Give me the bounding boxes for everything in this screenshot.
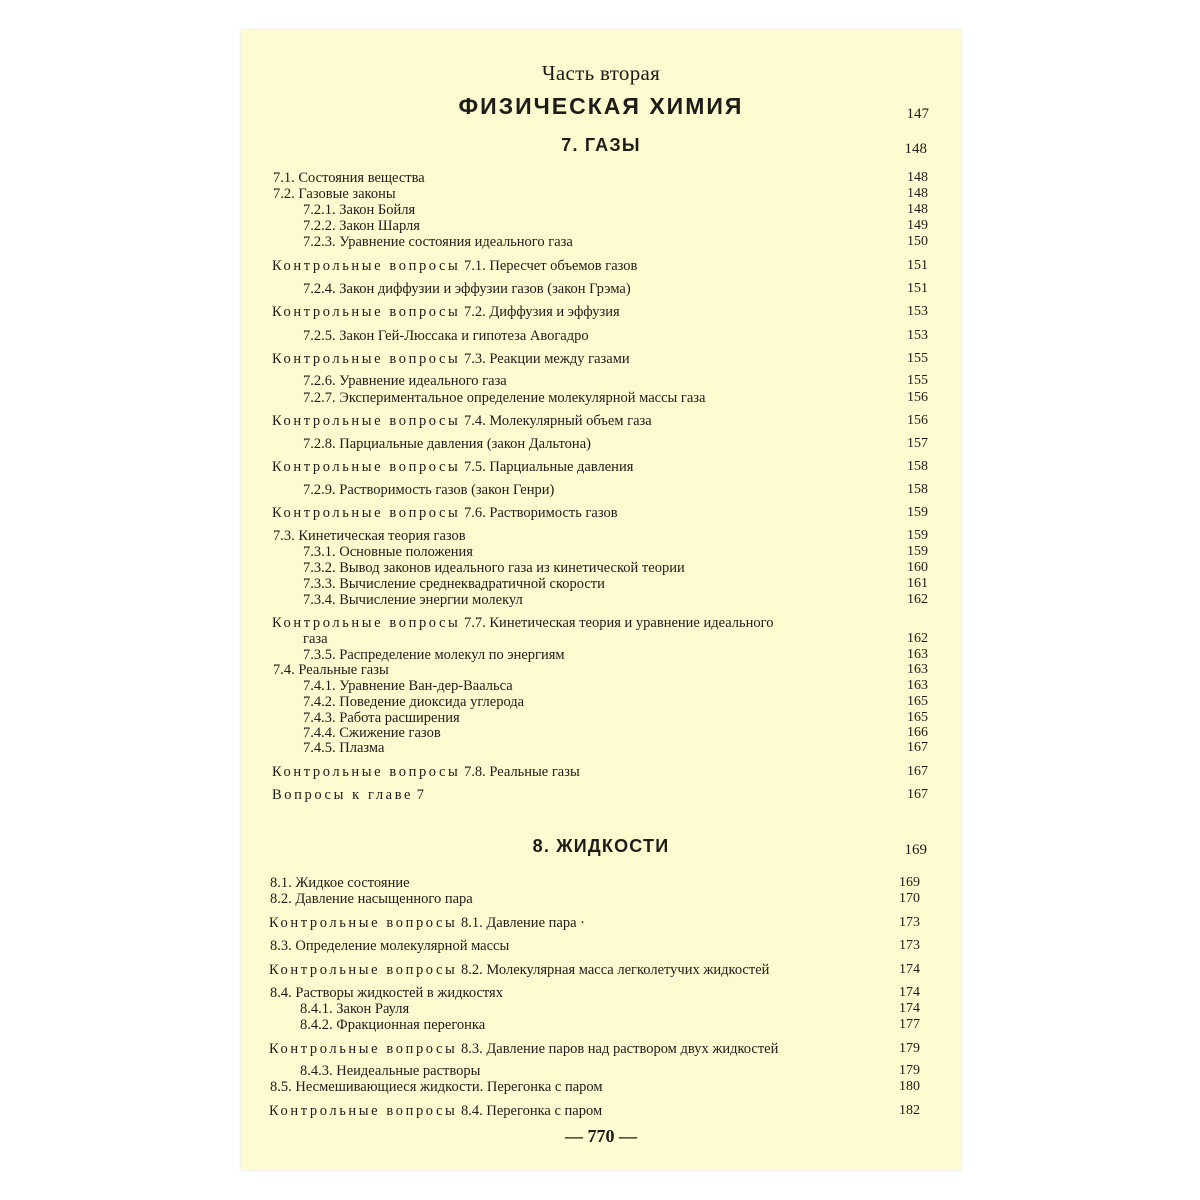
toc-entry-title: 7.3.1. Основные положения — [303, 544, 473, 560]
toc-entry — [241, 891, 961, 907]
toc-entry — [241, 528, 961, 544]
chapter-title: 8. ЖИДКОСТИ — [532, 836, 670, 856]
toc-entry-page: 167 — [907, 787, 928, 802]
toc-entry-page: 162 — [907, 592, 928, 607]
toc-entry — [241, 962, 961, 978]
review-questions-label: Контрольные вопросы — [269, 1041, 458, 1057]
toc-entry-page: 155 — [907, 373, 928, 388]
review-questions-topic: 7.2. Диффузия и эффузия — [460, 304, 620, 320]
toc-entry-title: 7.2.4. Закон диффузии и эффузии газов (закон Грэма) — [303, 281, 631, 297]
review-questions-topic: 7.7. Кинетическая теория и уравнение идеального — [460, 615, 774, 631]
toc-entry-title: 7.3.3. Вычисление среднеквадратичной скорости — [303, 576, 605, 592]
review-questions-label: Контрольные вопросы — [272, 351, 461, 367]
toc-entry-title: 7.4. Реальные газы — [273, 662, 389, 678]
toc-entry-page: 151 — [907, 258, 928, 273]
page-number-footer: — 770 — — [565, 1126, 637, 1146]
toc-entry-title: 7.1. Состояния вещества — [273, 170, 425, 186]
toc-entry-title: 8.4.1. Закон Рауля — [300, 1001, 410, 1017]
toc-entry — [241, 351, 961, 367]
toc-entry-title: 7.2.3. Уравнение состояния идеального газа — [303, 234, 573, 250]
review-questions-label: Контрольные вопросы — [269, 962, 458, 978]
toc-entry-page: 159 — [907, 528, 928, 543]
toc-entry — [241, 560, 961, 576]
toc-entry — [241, 576, 961, 592]
toc-entry-title: 8.5. Несмешивающиеся жидкости. Перегонка с паром — [270, 1079, 603, 1095]
toc-entry-page: 173 — [899, 938, 920, 953]
toc-entry-title — [272, 459, 633, 475]
toc-entry-title — [269, 915, 585, 931]
toc-entry-title: 7.2.5. Закон Гей-Люссака и гипотеза Авогадро — [303, 328, 589, 344]
book-page — [241, 30, 961, 1170]
toc-entry-page: 151 — [907, 281, 928, 296]
toc-entry-title — [272, 787, 424, 803]
toc-entry — [241, 202, 961, 218]
toc-entry — [241, 678, 961, 694]
toc-entry-page: 158 — [907, 482, 928, 497]
toc-entry-page: 148 — [907, 170, 928, 185]
toc-entry — [241, 436, 961, 452]
toc-entry-page: 163 — [907, 678, 928, 693]
toc-entry-title: 7.2.2. Закон Шарля — [303, 218, 420, 234]
toc-entry-page: 174 — [899, 962, 920, 977]
toc-entry-title: газа — [303, 631, 328, 647]
toc-entry — [241, 413, 961, 429]
toc-entry-title — [272, 505, 618, 521]
toc-entry — [241, 915, 961, 931]
toc-entry-title: 7.4.1. Уравнение Ван-дер-Ваальса — [303, 678, 513, 694]
toc-entry-title: 7.4.5. Плазма — [303, 740, 385, 756]
toc-entry-page: 157 — [907, 436, 928, 451]
toc-entry-page: 177 — [899, 1017, 920, 1032]
toc-entry — [241, 787, 961, 803]
toc-entry — [241, 1041, 961, 1057]
toc-entry — [241, 170, 961, 186]
toc-entry — [241, 764, 961, 780]
review-questions-topic: 7.5. Парциальные давления — [460, 459, 634, 475]
toc-entry-title: 7.2.9. Растворимость газов (закон Генри) — [303, 482, 555, 498]
review-questions-topic: 8.2. Молекулярная масса легколетучих жидкостей — [457, 962, 770, 978]
toc-entry — [241, 938, 961, 954]
toc-entry-page: 156 — [907, 413, 928, 428]
toc-entry-title: 8.4.3. Неидеальные растворы — [300, 1063, 481, 1079]
toc-entry — [241, 875, 961, 891]
review-questions-topic: 7.1. Пересчет объемов газов — [460, 258, 638, 274]
toc-entry-page: 153 — [907, 328, 928, 343]
toc-entry-page: 180 — [899, 1079, 920, 1094]
toc-entry-title — [272, 615, 773, 631]
review-questions-label: Контрольные вопросы — [272, 413, 461, 429]
toc-entry-page: 179 — [899, 1041, 920, 1056]
chapter-page-number: 169 — [904, 842, 927, 858]
toc-entry — [241, 1063, 961, 1079]
toc-entry-page: 160 — [907, 560, 928, 575]
toc-entry-title — [272, 764, 580, 780]
toc-entry-page: 148 — [907, 202, 928, 217]
toc-entry-page: 165 — [907, 710, 928, 725]
toc-entry — [241, 373, 961, 389]
toc-entry — [241, 258, 961, 274]
toc-entry-page: 170 — [899, 891, 920, 906]
review-questions-topic: 7 — [413, 787, 424, 803]
toc-entry — [241, 1079, 961, 1095]
toc-entry-page: 174 — [899, 1001, 920, 1016]
toc-entry-title: 8.2. Давление насыщенного пара — [270, 891, 473, 907]
toc-entry-title: 7.2. Газовые законы — [273, 186, 396, 202]
toc-entry-page: 153 — [907, 304, 928, 319]
toc-entry — [241, 304, 961, 320]
review-questions-label: Контрольные вопросы — [269, 1103, 458, 1119]
toc-entry — [241, 544, 961, 560]
toc-entry-title: 7.2.1. Закон Бойля — [303, 202, 416, 218]
part-page-number: 147 — [906, 106, 929, 122]
toc-entry — [241, 647, 961, 663]
toc-entry-page: 169 — [899, 875, 920, 890]
toc-entry-page: 148 — [907, 186, 928, 201]
toc-entry-page: 174 — [899, 985, 920, 1000]
review-questions-label: Контрольные вопросы — [269, 915, 458, 931]
toc-entry — [241, 218, 961, 234]
toc-entry — [241, 186, 961, 202]
review-questions-label: Контрольные вопросы — [272, 258, 461, 274]
toc-entry-page: 159 — [907, 544, 928, 559]
toc-entry — [241, 505, 961, 521]
toc-entry-title: 7.3. Кинетическая теория газов — [273, 528, 466, 544]
toc-entry-page: 155 — [907, 351, 928, 366]
toc-entry-title — [269, 1103, 602, 1119]
toc-entry-title: 8.1. Жидкое состояние — [270, 875, 410, 891]
part-label: Часть вторая — [541, 61, 661, 85]
review-questions-topic: 7.3. Реакции между газами — [460, 351, 630, 367]
toc-entry — [241, 592, 961, 608]
toc-entry — [241, 725, 961, 741]
toc-entry — [241, 631, 961, 647]
toc-entry-title: 7.4.3. Работа расширения — [303, 710, 460, 726]
toc-entry-title — [272, 413, 652, 429]
toc-entry-title: 7.2.7. Экспериментальное определение молекулярной массы газа — [303, 390, 706, 406]
toc-entry-page: 159 — [907, 505, 928, 520]
toc-entry-page: 158 — [907, 459, 928, 474]
toc-entry — [241, 390, 961, 406]
review-questions-topic: 8.1. Давление пара · — [457, 915, 585, 931]
review-questions-label: Контрольные вопросы — [272, 764, 461, 780]
toc-entry-title: 7.3.2. Вывод законов идеального газа из кинетической теории — [303, 560, 685, 576]
toc-entry-page: 173 — [899, 915, 920, 930]
toc-entry — [241, 1001, 961, 1017]
part-title: ФИЗИЧЕСКАЯ ХИМИЯ — [458, 93, 744, 119]
toc-entry — [241, 694, 961, 710]
toc-entry-title: 8.4. Растворы жидкостей в жидкостях — [270, 985, 503, 1001]
toc-entry — [241, 281, 961, 297]
toc-entry-page: 182 — [899, 1103, 920, 1118]
chapter-page-number: 148 — [904, 141, 927, 157]
toc-entry-title: 7.4.2. Поведение диоксида углерода — [303, 694, 525, 710]
toc-entry — [241, 615, 961, 631]
toc-entry-title: 7.3.4. Вычисление энергии молекул — [303, 592, 523, 608]
toc-entry-title — [272, 351, 630, 367]
toc-entry — [241, 459, 961, 475]
toc-entry-title: 7.3.5. Распределение молекул по энергиям — [303, 647, 565, 663]
toc-entry — [241, 234, 961, 250]
toc-entry-page: 179 — [899, 1063, 920, 1078]
toc-entry-title: 7.2.8. Парциальные давления (закон Дальтона) — [303, 436, 591, 452]
toc-entry-page: 161 — [907, 576, 928, 591]
toc-entry-title — [269, 962, 769, 978]
toc-entry-page: 165 — [907, 694, 928, 709]
review-questions-topic: 7.4. Молекулярный объем газа — [460, 413, 652, 429]
toc-entry — [241, 985, 961, 1001]
chapter-title: 7. ГАЗЫ — [561, 135, 641, 155]
toc-entry-page: 156 — [907, 390, 928, 405]
review-questions-topic: 8.3. Давление паров над раствором двух жидкостей — [457, 1041, 779, 1057]
toc-entry — [241, 662, 961, 678]
toc-entry-page: 149 — [907, 218, 928, 233]
toc-entry-page: 167 — [907, 740, 928, 755]
review-questions-label: Контрольные вопросы — [272, 459, 461, 475]
toc-entry-title: 7.4.4. Сжижение газов — [303, 725, 441, 741]
toc-entry — [241, 710, 961, 726]
review-questions-label: Контрольные вопросы — [272, 304, 461, 320]
toc-entry — [241, 328, 961, 344]
review-questions-topic: 7.8. Реальные газы — [460, 764, 580, 780]
toc-entry-page: 162 — [907, 631, 928, 646]
toc-entry-title — [272, 304, 620, 320]
toc-entry-page: 167 — [907, 764, 928, 779]
toc-entry-title — [272, 258, 637, 274]
toc-entry-page: 163 — [907, 647, 928, 662]
toc-entry-title: 8.3. Определение молекулярной массы — [270, 938, 510, 954]
toc-entry — [241, 1103, 961, 1119]
toc-entry — [241, 1017, 961, 1033]
review-questions-topic: 8.4. Перегонка с паром — [457, 1103, 603, 1119]
toc-entry-page: 163 — [907, 662, 928, 677]
review-questions-label: Контрольные вопросы — [272, 615, 461, 631]
toc-entry — [241, 482, 961, 498]
toc-entry-title: 7.2.6. Уравнение идеального газа — [303, 373, 507, 389]
review-questions-label: Контрольные вопросы — [272, 505, 461, 521]
review-questions-topic: 7.6. Растворимость газов — [460, 505, 618, 521]
review-questions-label: Вопросы к главе — [272, 787, 414, 803]
toc-entry-title: 8.4.2. Фракционная перегонка — [300, 1017, 486, 1033]
toc-entry — [241, 740, 961, 756]
toc-entry-title — [269, 1041, 778, 1057]
toc-entry-page: 166 — [907, 725, 928, 740]
toc-entry-page: 150 — [907, 234, 928, 249]
